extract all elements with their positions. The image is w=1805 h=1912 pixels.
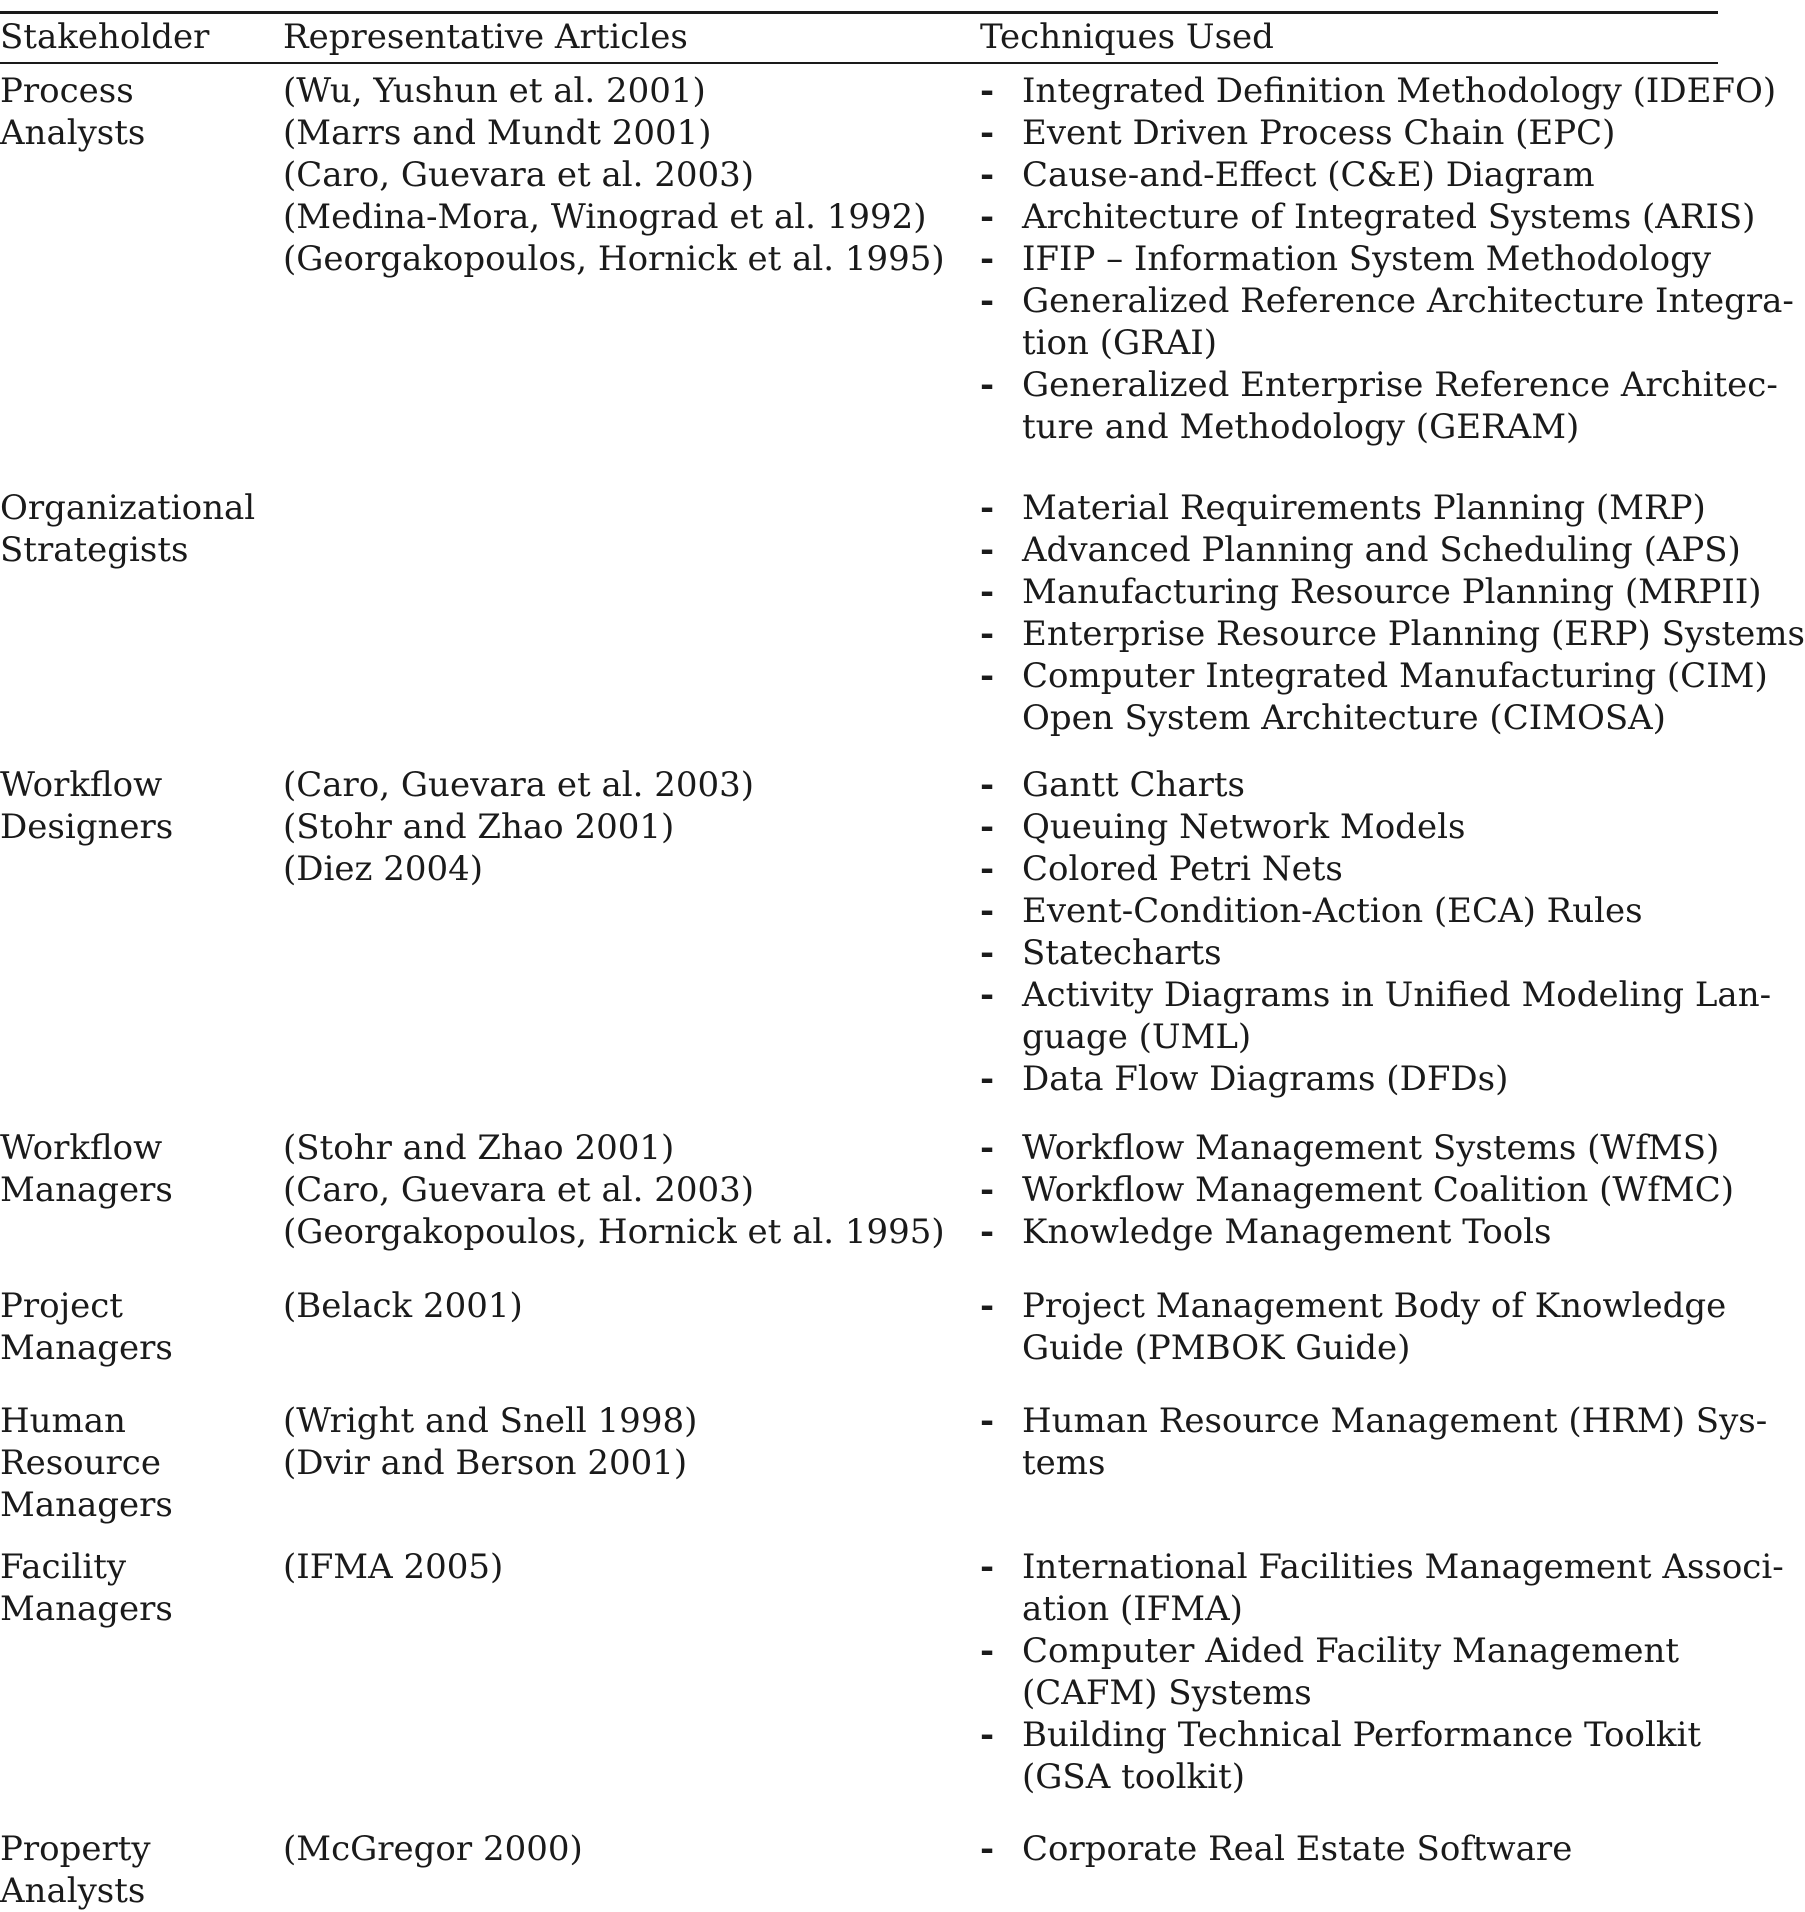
stakeholder-line: Analysts bbox=[0, 113, 146, 153]
article-citation: (Stohr and Zhao 2001) bbox=[283, 1128, 675, 1168]
technique-text: Knowledge Management Tools bbox=[1022, 1212, 1552, 1252]
stakeholder-line: Strategists bbox=[0, 530, 189, 570]
technique-text: Advanced Planning and Scheduling (APS) bbox=[1022, 530, 1741, 570]
bullet-dash: - bbox=[980, 656, 995, 696]
bullet-dash: - bbox=[980, 1547, 995, 1587]
article-citation: (IFMA 2005) bbox=[283, 1547, 504, 1587]
article-citation: (Stohr and Zhao 2001) bbox=[283, 807, 675, 847]
technique-text: Corporate Real Estate Software bbox=[1022, 1829, 1573, 1869]
bullet-dash: - bbox=[980, 614, 995, 654]
stakeholder-line: Facility bbox=[0, 1547, 127, 1587]
bullet-dash: - bbox=[980, 71, 995, 111]
bullet-dash: - bbox=[980, 1059, 995, 1099]
stakeholder-line: Workflow bbox=[0, 765, 163, 805]
technique-text: Workflow Management Systems (WfMS) bbox=[1022, 1128, 1720, 1168]
technique-text: ture and Methodology (GERAM) bbox=[1022, 407, 1580, 447]
stakeholder-line: Designers bbox=[0, 807, 174, 847]
bullet-dash: - bbox=[980, 765, 995, 805]
technique-text: (CAFM) Systems bbox=[1022, 1673, 1312, 1713]
article-citation: (Caro, Guevara et al. 2003) bbox=[283, 765, 755, 805]
technique-text: tems bbox=[1022, 1443, 1106, 1483]
bullet-dash: - bbox=[980, 1715, 995, 1755]
header-stakeholder: Stakeholder bbox=[0, 17, 210, 57]
article-citation: (Wu, Yushun et al. 2001) bbox=[283, 71, 706, 111]
technique-text: Project Management Body of Knowledge bbox=[1022, 1286, 1727, 1326]
header-techniques-used: Techniques Used bbox=[980, 17, 1274, 57]
bullet-dash: - bbox=[980, 1829, 995, 1869]
technique-text: (GSA toolkit) bbox=[1022, 1757, 1245, 1797]
bullet-dash: - bbox=[980, 572, 995, 612]
technique-text: Gantt Charts bbox=[1022, 765, 1246, 805]
technique-text: Human Resource Management (HRM) Sys- bbox=[1022, 1401, 1768, 1441]
stakeholder-line: Analysts bbox=[0, 1871, 146, 1911]
technique-text: ation (IFMA) bbox=[1022, 1589, 1243, 1629]
article-citation: (Georgakopoulos, Hornick et al. 1995) bbox=[283, 1212, 945, 1252]
bullet-dash: - bbox=[980, 1212, 995, 1252]
technique-text: Computer Integrated Manufacturing (CIM) bbox=[1022, 656, 1768, 696]
bullet-dash: - bbox=[980, 849, 995, 889]
article-citation: (Georgakopoulos, Hornick et al. 1995) bbox=[283, 239, 945, 279]
stakeholder-line: Managers bbox=[0, 1589, 173, 1629]
bullet-dash: - bbox=[980, 1631, 995, 1671]
bullet-dash: - bbox=[980, 1286, 995, 1326]
bullet-dash: - bbox=[980, 365, 995, 405]
article-citation: (Marrs and Mundt 2001) bbox=[283, 113, 712, 153]
technique-text: Workflow Management Coalition (WfMC) bbox=[1022, 1170, 1734, 1210]
stakeholder-line: Managers bbox=[0, 1170, 173, 1210]
technique-text: Data Flow Diagrams (DFDs) bbox=[1022, 1059, 1509, 1099]
article-citation: (McGregor 2000) bbox=[283, 1829, 583, 1869]
article-citation: (Dvir and Berson 2001) bbox=[283, 1443, 688, 1483]
bullet-dash: - bbox=[980, 155, 995, 195]
bullet-dash: - bbox=[980, 807, 995, 847]
bullet-dash: - bbox=[980, 1128, 995, 1168]
technique-text: Architecture of Integrated Systems (ARIS) bbox=[1022, 197, 1756, 237]
table-top-rule bbox=[0, 11, 1718, 14]
stakeholder-line: Project bbox=[0, 1286, 123, 1326]
stakeholder-line: Resource bbox=[0, 1443, 161, 1483]
technique-text: Enterprise Resource Planning (ERP) Systems bbox=[1022, 614, 1805, 654]
technique-text: Queuing Network Models bbox=[1022, 807, 1466, 847]
technique-text: Statecharts bbox=[1022, 933, 1222, 973]
technique-text: Activity Diagrams in Unified Modeling Lan- bbox=[1022, 975, 1772, 1015]
stakeholder-line: Property bbox=[0, 1829, 151, 1869]
technique-text: Material Requirements Planning (MRP) bbox=[1022, 488, 1706, 528]
bullet-dash: - bbox=[980, 975, 995, 1015]
technique-text: Generalized Enterprise Reference Architec- bbox=[1022, 365, 1778, 405]
technique-text: Building Technical Performance Toolkit bbox=[1022, 1715, 1702, 1755]
technique-text: tion (GRAI) bbox=[1022, 323, 1217, 363]
technique-text: International Facilities Management Associ- bbox=[1022, 1547, 1784, 1587]
bullet-dash: - bbox=[980, 281, 995, 321]
bullet-dash: - bbox=[980, 1170, 995, 1210]
technique-text: Open System Architecture (CIMOSA) bbox=[1022, 698, 1666, 738]
technique-text: Computer Aided Facility Management bbox=[1022, 1631, 1680, 1671]
technique-text: Cause-and-Effect (C&E) Diagram bbox=[1022, 155, 1595, 195]
technique-text: Colored Petri Nets bbox=[1022, 849, 1343, 889]
technique-text: Manufacturing Resource Planning (MRPII) bbox=[1022, 572, 1762, 612]
technique-text: Generalized Reference Architecture Integra- bbox=[1022, 281, 1794, 321]
technique-text: Event-Condition-Action (ECA) Rules bbox=[1022, 891, 1643, 931]
bullet-dash: - bbox=[980, 197, 995, 237]
stakeholder-line: Process bbox=[0, 71, 134, 111]
article-citation: (Medina-Mora, Winograd et al. 1992) bbox=[283, 197, 927, 237]
bullet-dash: - bbox=[980, 239, 995, 279]
article-citation: (Diez 2004) bbox=[283, 849, 484, 889]
bullet-dash: - bbox=[980, 891, 995, 931]
technique-text: IFIP – Information System Methodology bbox=[1022, 239, 1712, 279]
stakeholder-line: Workflow bbox=[0, 1128, 163, 1168]
bullet-dash: - bbox=[980, 488, 995, 528]
bullet-dash: - bbox=[980, 530, 995, 570]
header-representative-articles: Representative Articles bbox=[283, 17, 688, 57]
technique-text: Integrated Definition Methodology (IDEFO) bbox=[1022, 71, 1777, 111]
technique-text: guage (UML) bbox=[1022, 1017, 1252, 1057]
article-citation: (Caro, Guevara et al. 2003) bbox=[283, 155, 755, 195]
article-citation: (Wright and Snell 1998) bbox=[283, 1401, 698, 1441]
article-citation: (Caro, Guevara et al. 2003) bbox=[283, 1170, 755, 1210]
technique-text: Guide (PMBOK Guide) bbox=[1022, 1328, 1411, 1368]
stakeholder-line: Human bbox=[0, 1401, 126, 1441]
bullet-dash: - bbox=[980, 113, 995, 153]
bullet-dash: - bbox=[980, 933, 995, 973]
stakeholder-line: Organizational bbox=[0, 488, 256, 528]
technique-text: Event Driven Process Chain (EPC) bbox=[1022, 113, 1616, 153]
article-citation: (Belack 2001) bbox=[283, 1286, 523, 1326]
bullet-dash: - bbox=[980, 1401, 995, 1441]
stakeholder-line: Managers bbox=[0, 1328, 173, 1368]
stakeholder-line: Managers bbox=[0, 1485, 173, 1525]
table-header-rule bbox=[0, 62, 1718, 64]
